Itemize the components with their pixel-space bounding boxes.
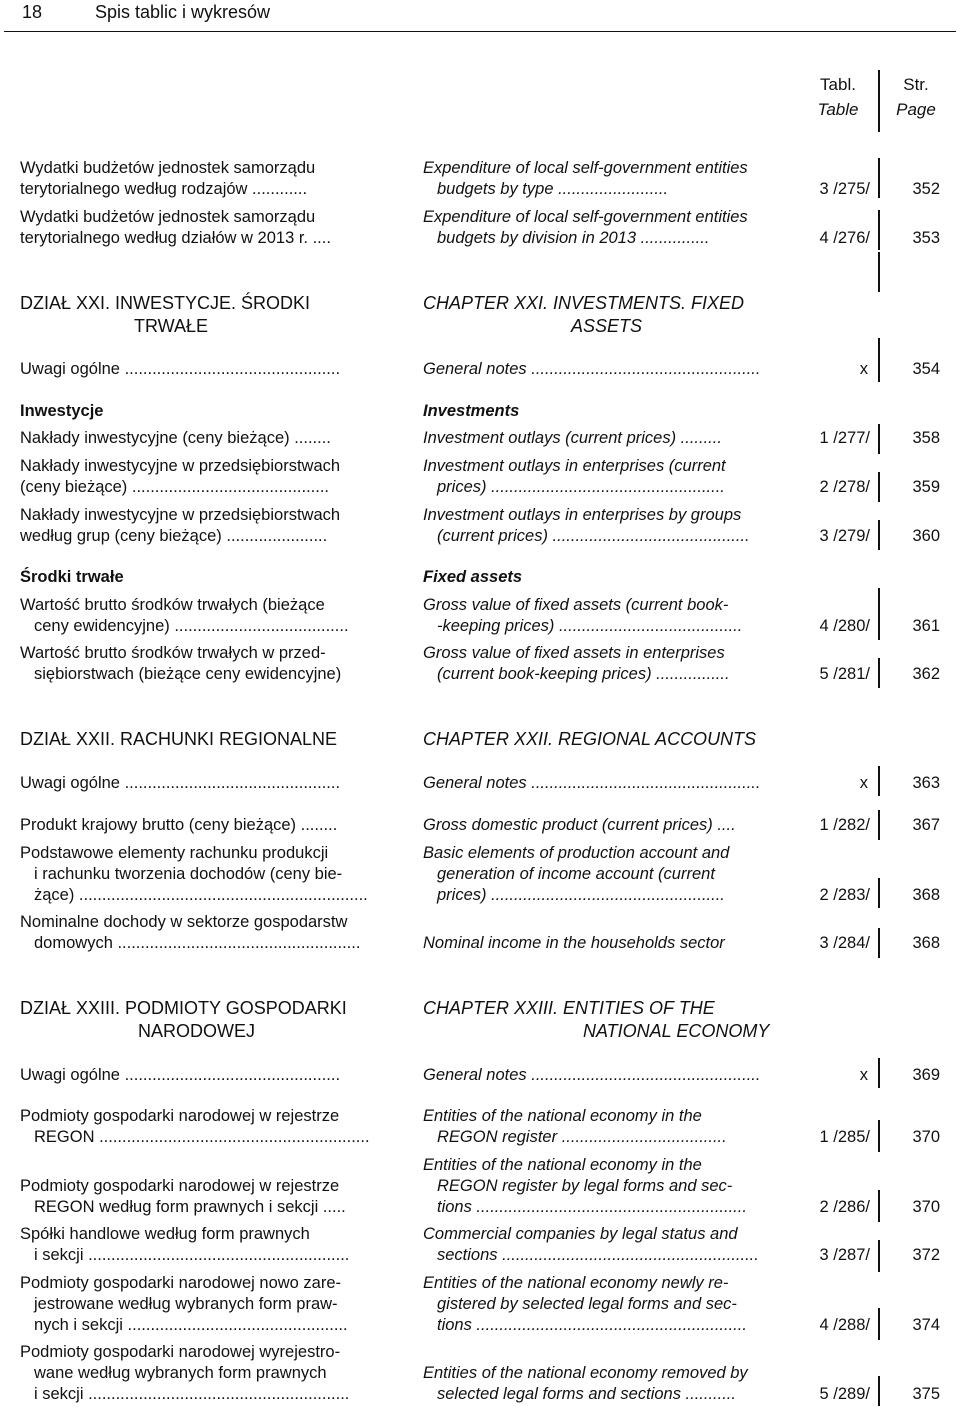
page-column-heading [886,72,946,122]
page-ref: 354 [912,360,940,378]
table-number: x [859,1066,868,1084]
entry-line: budgets by division in 2013 ............... [437,229,710,247]
entry-line: gistered by selected legal forms and sec- [437,1295,737,1313]
page-ref: 368 [912,886,940,904]
entry-title-pl: Uwagi ogólne ............................................... [20,774,341,792]
column-divider [878,1058,880,1088]
entry-line: wane według wybranych form prawnych [34,1364,327,1382]
entry-title-en: Investment outlays (current prices) ......... [423,429,722,447]
page-ref: 359 [912,478,940,496]
entry-line: terytorialnego według rodzajów ............ [20,180,308,198]
entry-line: i sekcji ......................................................... [34,1385,350,1403]
entry-title-pl [20,643,341,685]
chapter-line: NATIONAL ECONOMY [583,1021,770,1041]
table-number: 2 /286/ [819,1198,870,1216]
chapter-line: CHAPTER XXIII. ENTITIES OF THE [423,998,715,1018]
entry-line: terytorialnego według działów w 2013 r. .... [20,229,331,247]
chapter-heading-pl: DZIAŁ XXII. RACHUNKI REGIONALNE [20,729,338,749]
entry-line: Expenditure of local self-government entities [423,159,748,177]
chapter-heading-en: CHAPTER XXII. REGIONAL ACCOUNTS [423,729,757,749]
chapter-line: ASSETS [571,316,643,336]
table-heading-pl: Tabl. [820,75,856,94]
entry-title-en [423,158,748,200]
subsection-pl: Inwestycje [20,402,104,420]
column-divider [878,472,880,502]
column-divider [878,1376,880,1406]
entry-title-en: General notes .................................................. [423,360,761,378]
entry-title-en [423,843,729,906]
column-divider [878,658,880,688]
column-divider [878,810,880,840]
column-divider [878,70,880,132]
entry-title-en [423,595,742,637]
entry-title-en: General notes .................................................. [423,774,761,792]
page-ref: 368 [912,934,940,952]
entry-line: tions ........................................................... [437,1316,747,1334]
page-ref: 370 [912,1198,940,1216]
entry-line: tions ........................................................... [437,1198,747,1216]
entry-line: domowych ..................................................... [34,934,361,952]
table-number: 3 /279/ [819,527,870,545]
page-number: 18 [22,2,43,22]
entry-line: Podmioty gospodarki narodowej nowo zare- [20,1274,342,1292]
table-number: 4 /288/ [819,1316,870,1334]
column-divider [878,252,880,292]
entry-line: prices) ................................................... [437,478,725,496]
column-divider [878,210,880,250]
entry-line: (ceny bieżące) ........................................... [20,478,330,496]
page-ref: 360 [912,527,940,545]
entry-line: Commercial companies by legal status and [423,1225,738,1243]
column-divider [878,1308,880,1340]
entry-line: żące) ............................................................... [34,886,368,904]
entry-title-pl [20,1342,349,1405]
entry-title-pl [20,158,315,200]
chapter-line: NARODOWEJ [138,1021,255,1041]
entry-title-en [423,643,730,685]
table-number: 1 /282/ [819,816,870,834]
entry-title-pl: Produkt krajowy brutto (ceny bieżące) ........ [20,816,338,834]
entry-title-pl [20,843,368,906]
entry-line: Wydatki budżetów jednostek samorządu [20,208,316,226]
chapter-heading-en [423,997,769,1043]
entry-title-pl [20,1273,348,1336]
table-number: 3 /275/ [819,180,870,198]
entry-title-pl [20,912,360,954]
table-number: x [859,774,868,792]
page-ref: 361 [912,617,940,635]
entry-title-en [423,207,748,249]
entry-line: Gross value of fixed assets (current book- [423,596,729,614]
entry-title-en [423,505,750,547]
entry-title-en [423,1155,747,1218]
table-number: x [859,360,868,378]
entry-line: REGON register by legal forms and sec- [437,1177,733,1195]
page-ref: 358 [912,429,940,447]
entry-line: Spółki handlowe według form prawnych [20,1225,310,1243]
entry-line: (current book-keeping prices) ................ [437,665,730,683]
entry-title-pl [20,505,340,547]
chapter-heading-pl [20,292,310,338]
page-ref: 372 [912,1246,940,1264]
table-heading-en: Table [817,100,859,119]
entry-line: Podstawowe elementy rachunku produkcji [20,844,329,862]
entry-title-en [423,1363,748,1405]
entry-line: według grup (ceny bieżące) ...................... [20,527,328,545]
entry-line: siębiorstwach (bieżące ceny ewidencyjne) [34,665,342,683]
subsection-pl: Środki trwałe [20,568,124,586]
column-divider [878,878,880,908]
page-ref: 370 [912,1128,940,1146]
entry-title-pl: Uwagi ogólne ............................................... [20,360,341,378]
entry-line: Entities of the national economy removed by [423,1364,748,1382]
entry-line: Wartość brutto środków trwałych w przed- [20,644,326,662]
table-number: 5 /289/ [819,1385,870,1403]
page-ref: 374 [912,1316,940,1334]
column-divider [878,766,880,796]
table-number: 3 /284/ [819,934,870,952]
entry-line: Nakłady inwestycyjne w przedsiębiorstwach [20,506,341,524]
chapter-line: TRWAŁE [134,316,209,336]
entry-line: Gross value of fixed assets in enterprises [423,644,725,662]
column-divider [878,424,880,454]
entry-line: i sekcji ......................................................... [34,1246,350,1264]
entry-title-en [423,456,726,498]
table-number: 3 /287/ [819,1246,870,1264]
entry-line: Entities of the national economy in the [423,1107,702,1125]
entry-title-pl [20,1176,346,1218]
entry-line: Wydatki budżetów jednostek samorządu [20,159,316,177]
page-heading-pl: Str. [903,75,929,94]
entry-title-pl [20,595,349,637]
table-number: 5 /281/ [819,665,870,683]
entry-title-en: Nominal income in the households sector [423,934,725,952]
entry-title-en [423,1224,759,1266]
entry-title-pl: Uwagi ogólne ............................................... [20,1066,341,1084]
entry-line: Nakłady inwestycyjne w przedsiębiorstwach [20,457,341,475]
entry-line: i rachunku tworzenia dochodów (ceny bie- [34,865,343,883]
page-ref: 367 [912,816,940,834]
page-title: Spis tablic i wykresów [95,2,271,22]
column-divider [878,520,880,550]
entry-title-en [423,1106,727,1148]
table-number: 1 /285/ [819,1128,870,1146]
page-ref: 353 [912,229,940,247]
table-number: 2 /278/ [819,478,870,496]
column-divider [878,928,880,958]
table-number: 4 /280/ [819,617,870,635]
entry-line: Podmioty gospodarki narodowej w rejestrze [20,1107,340,1125]
entry-line: generation of income account (current [437,865,715,883]
entry-line: Podmioty gospodarki narodowej wyrejestro- [20,1343,341,1361]
column-divider [878,158,880,198]
entry-title-pl [20,207,331,249]
entry-line: Basic elements of production account and [423,844,730,862]
entry-line: sections ........................................................ [437,1246,759,1264]
entry-line: Expenditure of local self-government entities [423,208,748,226]
column-divider [878,588,880,640]
page-ref: 375 [912,1385,940,1403]
header-rule [4,31,956,32]
subsection-en: Fixed assets [423,568,523,586]
entry-line: jestrowane według wybranych form praw- [34,1295,338,1313]
chapter-line: DZIAŁ XXIII. PODMIOTY GOSPODARKI [20,998,347,1018]
entry-title-pl [20,1106,370,1148]
entry-line: Wartość brutto środków trwałych (bieżące [20,596,325,614]
entry-line: selected legal forms and sections ........... [437,1385,736,1403]
column-divider [878,1190,880,1222]
column-divider [878,1120,880,1152]
table-number: 1 /277/ [819,429,870,447]
entry-line: Podmioty gospodarki narodowej w rejestrze [20,1177,340,1195]
entry-title-pl: Nakłady inwestycyjne (ceny bieżące) ........ [20,429,331,447]
page-heading-en: Page [896,100,936,119]
entry-line: REGON register .................................... [437,1128,727,1146]
chapter-heading-pl [20,997,347,1043]
table-number: 4 /276/ [819,229,870,247]
chapter-line: DZIAŁ XXI. INWESTYCJE. ŚRODKI [20,293,311,313]
entry-line: REGON według form prawnych i sekcji ..... [34,1198,346,1216]
column-divider [878,1240,880,1272]
entry-line: Entities of the national economy newly re- [423,1274,729,1292]
subsection-en: Investments [423,402,520,420]
entry-line: budgets by type ........................ [437,180,669,198]
entry-title-en: Gross domestic product (current prices) .... [423,816,736,834]
entry-line: REGON ........................................................... [34,1128,370,1146]
entry-line: Investment outlays in enterprises by groups [423,506,742,524]
page-ref: 363 [912,774,940,792]
entry-line: -keeping prices) ........................................ [437,617,743,635]
entry-line: nych i sekcji ................................................ [34,1316,348,1334]
entry-line: ceny ewidencyjne) ...................................... [34,617,349,635]
chapter-heading-en [423,292,744,338]
entry-title-pl [20,1224,349,1266]
entry-title-en: General notes .................................................. [423,1066,761,1084]
page-ref: 352 [912,180,940,198]
table-column-heading [806,72,870,122]
chapter-line: CHAPTER XXI. INVESTMENTS. FIXED [423,293,745,313]
entry-title-en [423,1273,747,1336]
entry-title-pl [20,456,340,498]
page-ref: 369 [912,1066,940,1084]
entry-line: prices) ................................................... [437,886,725,904]
entry-line: Nominalne dochody w sektorze gospodarstw [20,913,348,931]
column-divider [878,338,880,382]
table-number: 2 /283/ [819,886,870,904]
page-ref: 362 [912,665,940,683]
entry-line: (current prices) ........................................... [437,527,750,545]
entry-line: Investment outlays in enterprises (current [423,457,726,475]
page-header [0,0,960,36]
entry-line: Entities of the national economy in the [423,1156,702,1174]
